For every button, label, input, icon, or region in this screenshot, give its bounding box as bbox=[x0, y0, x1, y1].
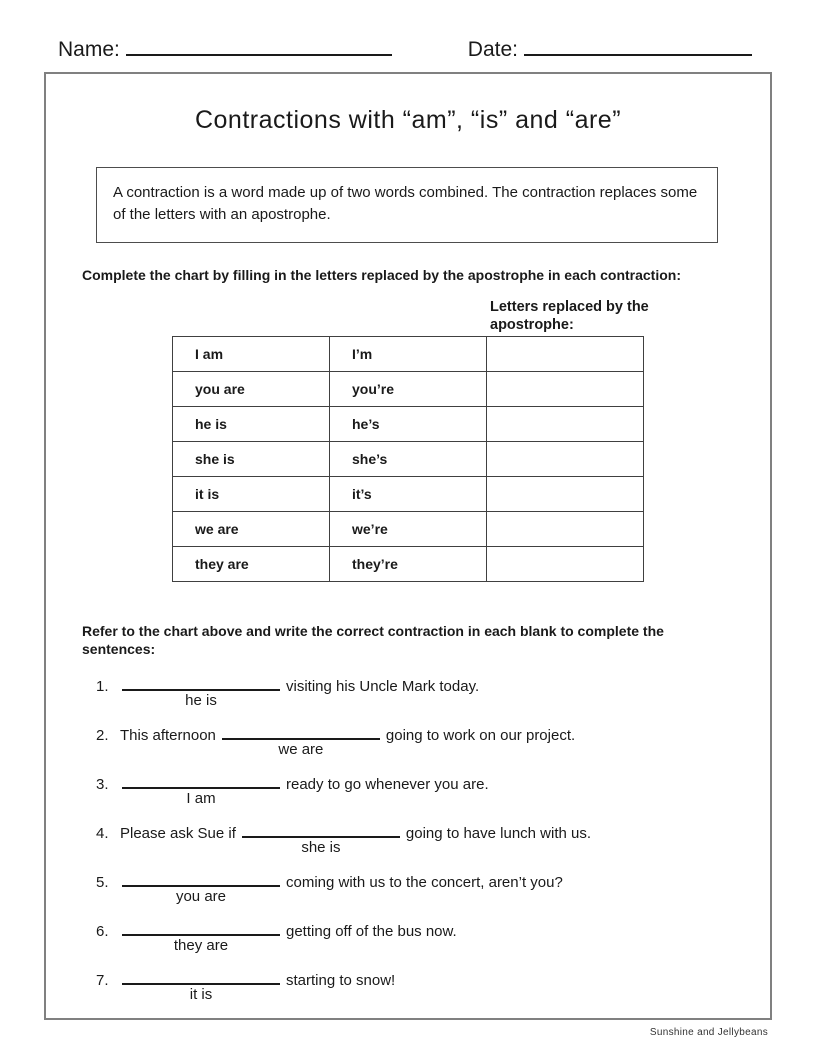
answer-blank[interactable] bbox=[242, 821, 400, 857]
table-column-header: Letters replaced by the apostrophe: bbox=[490, 298, 649, 333]
contraction-cell: we’re bbox=[330, 511, 487, 546]
sentence-post-text: getting off of the bus now. bbox=[286, 923, 457, 941]
date-label: Date: bbox=[467, 38, 518, 61]
answer-cell[interactable] bbox=[487, 406, 644, 441]
contraction-cell: she’s bbox=[330, 441, 487, 476]
sentences-list bbox=[96, 674, 770, 1004]
name-field bbox=[58, 36, 392, 62]
sentence-number: 3. bbox=[96, 776, 109, 794]
sentence-pre-text: This afternoon bbox=[120, 727, 216, 745]
table-row bbox=[173, 511, 644, 546]
answer-blank[interactable] bbox=[122, 870, 280, 906]
definition-box bbox=[96, 167, 718, 243]
full-words-cell: it is bbox=[173, 476, 330, 511]
contraction-cell: they’re bbox=[330, 546, 487, 581]
full-words-cell: you are bbox=[173, 371, 330, 406]
table-row bbox=[173, 546, 644, 581]
definition-text: A contraction is a word made up of two words combined. The contraction replaces some of the letters with an apostrophe. bbox=[113, 184, 698, 223]
sentence-number: 2. bbox=[96, 727, 109, 745]
date-field bbox=[468, 36, 752, 62]
answer-blank[interactable] bbox=[122, 772, 280, 808]
footer-credit: Sunshine and Jellybeans bbox=[649, 1027, 768, 1038]
answer-blank[interactable] bbox=[122, 919, 280, 955]
full-words-cell: I am bbox=[173, 336, 330, 371]
contraction-cell: I’m bbox=[330, 336, 487, 371]
name-underline[interactable] bbox=[126, 36, 392, 56]
answer-cell[interactable] bbox=[487, 336, 644, 371]
sentence-item-7 bbox=[96, 968, 770, 1004]
full-words-cell: he is bbox=[173, 406, 330, 441]
sentence-item-1 bbox=[96, 674, 770, 710]
answer-cell[interactable] bbox=[487, 476, 644, 511]
contractions-table bbox=[172, 336, 644, 582]
sentence-number: 1. bbox=[96, 678, 109, 696]
answer-text: it is bbox=[189, 986, 213, 1004]
answer-blank[interactable] bbox=[122, 674, 280, 710]
sentence-post-text: ready to go whenever you are. bbox=[286, 776, 489, 794]
sentence-item-5 bbox=[96, 870, 770, 906]
table-row bbox=[173, 336, 644, 371]
sentence-post-text: coming with us to the concert, aren’t you? bbox=[286, 874, 563, 892]
sentence-post-text: going to have lunch with us. bbox=[405, 825, 592, 843]
answer-text: you are bbox=[175, 888, 227, 906]
table-row bbox=[173, 371, 644, 406]
chart-instruction: Complete the chart by filling in the letters replaced by the apostrophe in each contraction: bbox=[82, 266, 681, 283]
table-row bbox=[173, 406, 644, 441]
date-underline[interactable] bbox=[524, 36, 752, 56]
worksheet-box bbox=[44, 72, 772, 1020]
sentence-number: 4. bbox=[96, 825, 109, 843]
sentence-number: 5. bbox=[96, 874, 109, 892]
answer-text: she is bbox=[301, 839, 341, 857]
sentence-pre-text: Please ask Sue if bbox=[120, 825, 236, 843]
contraction-cell: he’s bbox=[330, 406, 487, 441]
sentence-number: 7. bbox=[96, 972, 109, 990]
sentence-item-6 bbox=[96, 919, 770, 955]
answer-cell[interactable] bbox=[487, 511, 644, 546]
answer-text: they are bbox=[173, 937, 229, 955]
full-words-cell: she is bbox=[173, 441, 330, 476]
full-words-cell: we are bbox=[173, 511, 330, 546]
name-label: Name: bbox=[58, 38, 120, 61]
contraction-cell: it’s bbox=[330, 476, 487, 511]
answer-cell[interactable] bbox=[487, 371, 644, 406]
answer-text: I am bbox=[186, 790, 216, 808]
answer-cell[interactable] bbox=[487, 546, 644, 581]
sentence-post-text: visiting his Uncle Mark today. bbox=[286, 678, 480, 696]
answer-cell[interactable] bbox=[487, 441, 644, 476]
full-words-cell: they are bbox=[173, 546, 330, 581]
sentence-item-4 bbox=[96, 821, 770, 857]
sentence-item-2 bbox=[96, 723, 770, 759]
answer-blank[interactable] bbox=[122, 968, 280, 1004]
sentence-post-text: going to work on our project. bbox=[385, 727, 576, 745]
page-title: Contractions with “am”, “is” and “are” bbox=[194, 106, 622, 134]
answer-text: we are bbox=[278, 741, 324, 759]
sentence-item-3 bbox=[96, 772, 770, 808]
answer-blank[interactable] bbox=[222, 723, 380, 759]
answer-text: he is bbox=[185, 692, 217, 710]
table-row bbox=[173, 476, 644, 511]
table-row bbox=[173, 441, 644, 476]
name-date-header bbox=[0, 0, 816, 62]
sentences-instruction: Refer to the chart above and write the correct contraction in each blank to complete the sentences: bbox=[82, 622, 664, 657]
contraction-cell: you’re bbox=[330, 371, 487, 406]
sentence-number: 6. bbox=[96, 923, 109, 941]
sentence-post-text: starting to snow! bbox=[286, 972, 396, 990]
